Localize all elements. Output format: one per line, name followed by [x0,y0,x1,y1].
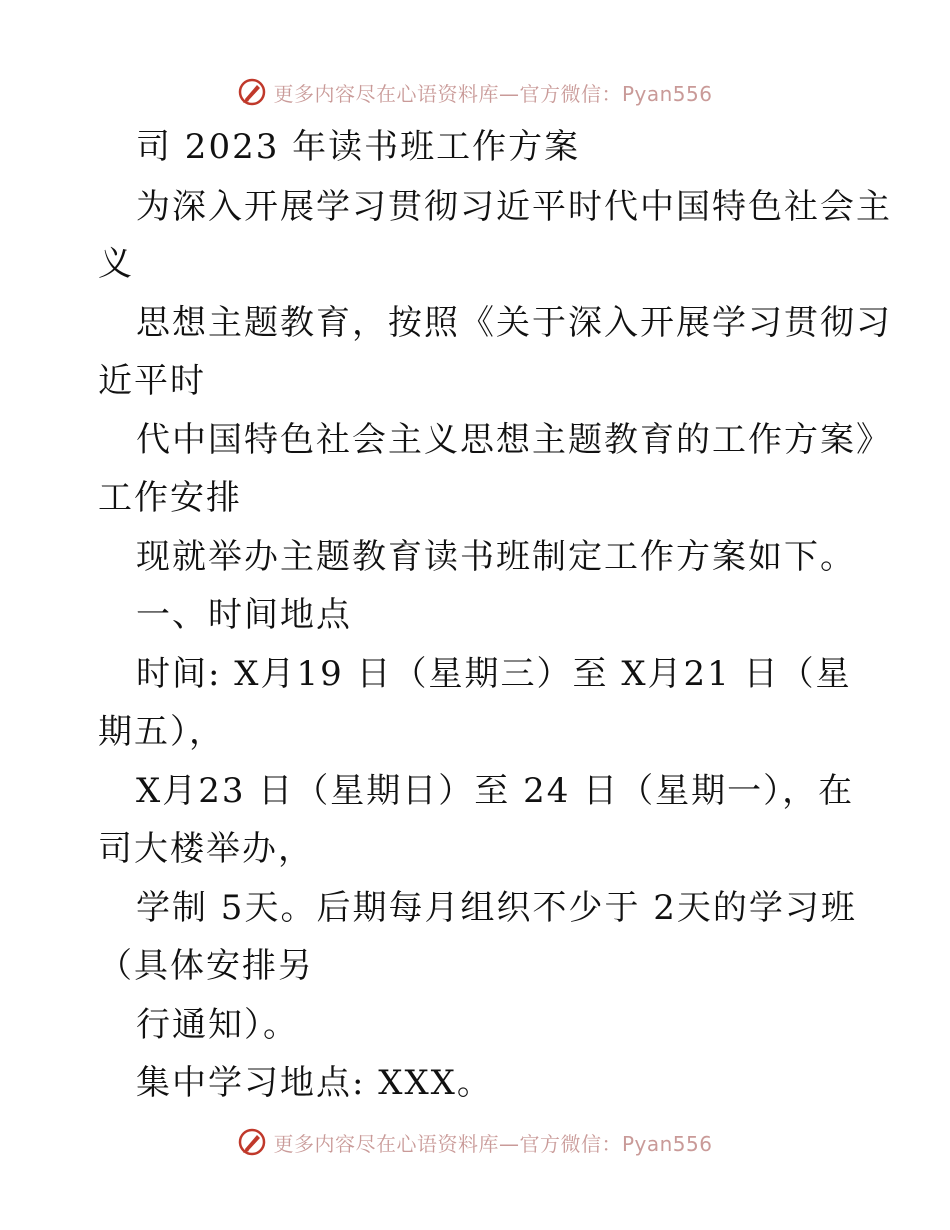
paragraph-line: 代中国特色社会主义思想主题教育的工作方案》 [136,420,892,460]
paragraph-line: 期五）， [98,712,225,752]
paragraph-line: 思想主题教育，按照《关于深入开展学习贯彻习 [136,303,892,343]
paragraph-line: （具体安排另 [98,946,314,986]
watermark-text: 更多内容尽在心语资料库—官方微信：Pyan556 [273,1131,713,1156]
paragraph-line: 近平时 [98,361,206,401]
paragraph-line: 工作安排 [98,478,242,518]
pen-logo-icon [237,1127,267,1157]
watermark-text: 更多内容尽在心语资料库—官方微信：Pyan556 [273,81,713,106]
paragraph-line: 学制 5天。后期每月组织不少于 2天的学习班 [136,888,857,928]
footer-watermark [0,1122,950,1162]
paragraph-line: 行通知）。 [136,1005,299,1045]
paragraph-line: X月23 日（星期日）至 24 日（星期一），在 [136,771,855,811]
document-title: 司 2023 年读书班工作方案 [136,127,581,167]
paragraph-line: 时间: X月19 日（星期三）至 X月21 日（星 [136,654,852,694]
paragraph-line: 司大楼举办， [98,829,314,869]
paragraph-line: 集中学习地点: XXX。 [136,1063,493,1103]
paragraph-line: 为深入开展学习贯彻习近平时代中国特色社会主 [136,187,892,227]
paragraph-line: 现就举办主题教育读书班制定工作方案如下。 [136,537,856,577]
paragraph-line: 义 [98,244,134,284]
section-heading: 一、时间地点 [136,595,352,635]
